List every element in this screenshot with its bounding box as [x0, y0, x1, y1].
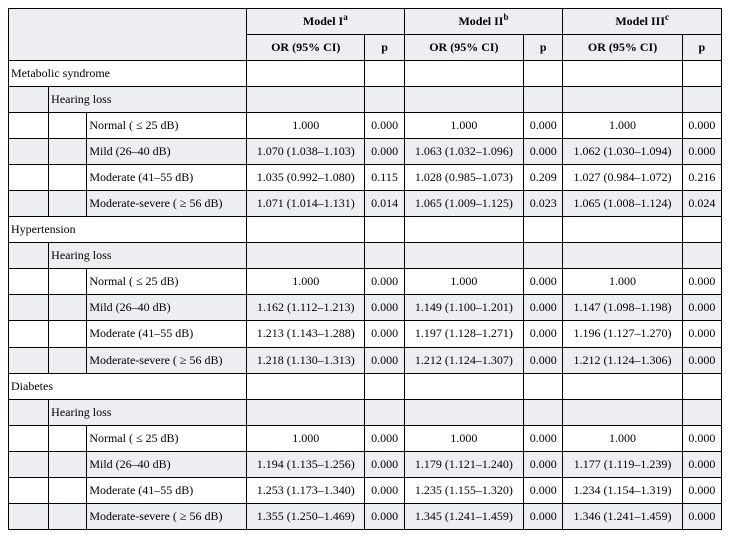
- indent-cell: [49, 347, 87, 373]
- subheading-row: [9, 243, 722, 269]
- model-2-header: Model $II^b$: [404, 9, 563, 35]
- p-value: 0.000: [524, 321, 563, 347]
- row-label: Normal ( ≤ 25 dB): [87, 113, 247, 139]
- or-value: 1.149 (1.100–1.201): [404, 295, 523, 321]
- empty-cell: [563, 243, 682, 269]
- or-value: 1.179 (1.121–1.240): [404, 451, 523, 477]
- table-row: [9, 321, 722, 347]
- or-value: 1.000: [247, 113, 365, 139]
- indent-cell: [9, 503, 49, 529]
- empty-cell: [563, 61, 682, 87]
- row-label: Normal ( ≤ 25 dB): [87, 425, 247, 451]
- empty-cell: [247, 243, 365, 269]
- row-label: Moderate (41–55 dB): [87, 477, 247, 503]
- p-value: 0.000: [682, 295, 721, 321]
- or-value: 1.345 (1.241–1.459): [404, 503, 523, 529]
- table-row: [9, 451, 722, 477]
- table-row: [9, 347, 722, 373]
- table-row: [9, 269, 722, 295]
- p-value: 0.000: [365, 269, 404, 295]
- table-row: [9, 139, 722, 165]
- table-row: [9, 477, 722, 503]
- indent-cell: [9, 87, 49, 113]
- empty-cell: [563, 373, 682, 399]
- table-row: [9, 165, 722, 191]
- or-value: 1.194 (1.135–1.256): [247, 451, 365, 477]
- empty-cell: [524, 243, 563, 269]
- indent-cell: [9, 165, 49, 191]
- or-column-header: OR (95% CI): [404, 35, 523, 61]
- subheading-label: Hearing loss: [49, 399, 247, 425]
- or-value: 1.235 (1.155–1.320): [404, 477, 523, 503]
- table-row: [9, 295, 722, 321]
- section-row: [9, 373, 722, 399]
- or-value: 1.065 (1.008–1.124): [563, 191, 682, 217]
- row-label: Moderate-severe ( ≥ 56 dB): [87, 191, 247, 217]
- or-value: 1.234 (1.154–1.319): [563, 477, 682, 503]
- indent-cell: [49, 269, 87, 295]
- indent-cell: [49, 503, 87, 529]
- empty-cell: [682, 217, 721, 243]
- p-value: 0.000: [682, 321, 721, 347]
- subheading-row: [9, 87, 722, 113]
- row-label: Mild (26–40 dB): [87, 451, 247, 477]
- or-value: 1.070 (1.038–1.103): [247, 139, 365, 165]
- indent-cell: [49, 113, 87, 139]
- p-value: 0.000: [682, 113, 721, 139]
- or-value: 1.000: [563, 113, 682, 139]
- p-value: 0.000: [682, 425, 721, 451]
- header-corner: [9, 9, 247, 61]
- indent-cell: [49, 451, 87, 477]
- model-3-header: Model III$^c$: [563, 9, 722, 35]
- or-value: 1.065 (1.009–1.125): [404, 191, 523, 217]
- or-value: 1.162 (1.112–1.213): [247, 295, 365, 321]
- or-value: 1.000: [404, 269, 523, 295]
- p-value: 0.000: [524, 113, 563, 139]
- empty-cell: [563, 399, 682, 425]
- or-value: 1.196 (1.127–1.270): [563, 321, 682, 347]
- row-label: Moderate (41–55 dB): [87, 165, 247, 191]
- empty-cell: [682, 373, 721, 399]
- indent-cell: [49, 477, 87, 503]
- or-value: 1.346 (1.241–1.459): [563, 503, 682, 529]
- p-value: 0.000: [365, 295, 404, 321]
- empty-cell: [365, 217, 404, 243]
- subheading-label: Hearing loss: [49, 87, 247, 113]
- p-value: 0.000: [524, 451, 563, 477]
- empty-cell: [524, 61, 563, 87]
- empty-cell: [365, 87, 404, 113]
- empty-cell: [247, 87, 365, 113]
- p-value: 0.014: [365, 191, 404, 217]
- p-value: 0.000: [524, 269, 563, 295]
- p-value: 0.000: [682, 477, 721, 503]
- section-title: Hypertension: [9, 217, 247, 243]
- or-value: 1.035 (0.992–1.080): [247, 165, 365, 191]
- p-value: 0.216: [682, 165, 721, 191]
- indent-cell: [9, 113, 49, 139]
- indent-cell: [9, 269, 49, 295]
- empty-cell: [247, 373, 365, 399]
- empty-cell: [682, 87, 721, 113]
- indent-cell: [49, 191, 87, 217]
- row-label: Normal ( ≤ 25 dB): [87, 269, 247, 295]
- p-column-header: p: [524, 35, 563, 61]
- empty-cell: [365, 61, 404, 87]
- p-value: 0.000: [365, 503, 404, 529]
- p-value: 0.000: [365, 321, 404, 347]
- indent-cell: [9, 451, 49, 477]
- indent-cell: [9, 243, 49, 269]
- table-row: [9, 191, 722, 217]
- p-value: 0.000: [365, 139, 404, 165]
- p-value: 0.209: [524, 165, 563, 191]
- subheading-label: Hearing loss: [49, 243, 247, 269]
- or-value: 1.355 (1.250–1.469): [247, 503, 365, 529]
- table-row: [9, 425, 722, 451]
- p-value: 0.000: [682, 347, 721, 373]
- or-value: 1.071 (1.014–1.131): [247, 191, 365, 217]
- p-value: 0.115: [365, 165, 404, 191]
- empty-cell: [247, 217, 365, 243]
- or-value: 1.062 (1.030–1.094): [563, 139, 682, 165]
- p-value: 0.000: [524, 139, 563, 165]
- section-row: [9, 217, 722, 243]
- section-title: Diabetes: [9, 373, 247, 399]
- p-value: 0.024: [682, 191, 721, 217]
- or-value: 1.253 (1.173–1.340): [247, 477, 365, 503]
- p-value: 0.000: [365, 451, 404, 477]
- or-value: 1.213 (1.143–1.288): [247, 321, 365, 347]
- empty-cell: [524, 217, 563, 243]
- p-column-header: p: [682, 35, 721, 61]
- or-value: 1.177 (1.119–1.239): [563, 451, 682, 477]
- indent-cell: [9, 139, 49, 165]
- or-value: 1.212 (1.124–1.306): [563, 347, 682, 373]
- empty-cell: [563, 217, 682, 243]
- empty-cell: [247, 61, 365, 87]
- p-value: 0.000: [365, 477, 404, 503]
- empty-cell: [404, 61, 523, 87]
- or-value: 1.027 (0.984–1.072): [563, 165, 682, 191]
- or-value: 1.147 (1.098–1.198): [563, 295, 682, 321]
- empty-cell: [404, 243, 523, 269]
- table-row: [9, 113, 722, 139]
- or-value: 1.197 (1.128–1.271): [404, 321, 523, 347]
- indent-cell: [9, 477, 49, 503]
- row-label: Mild (26–40 dB): [87, 295, 247, 321]
- empty-cell: [524, 373, 563, 399]
- or-value: 1.218 (1.130–1.313): [247, 347, 365, 373]
- p-value: 0.000: [524, 347, 563, 373]
- or-value: 1.000: [563, 269, 682, 295]
- row-label: Moderate (41–55 dB): [87, 321, 247, 347]
- table-row: [9, 503, 722, 529]
- p-value: 0.000: [365, 347, 404, 373]
- empty-cell: [247, 399, 365, 425]
- p-value: 0.000: [365, 425, 404, 451]
- or-column-header: OR (95% CI): [563, 35, 682, 61]
- section-row: [9, 61, 722, 87]
- p-value: 0.000: [682, 139, 721, 165]
- row-label: Moderate-severe ( ≥ 56 dB): [87, 347, 247, 373]
- odds-ratio-table: [8, 8, 722, 530]
- or-value: 1.000: [404, 113, 523, 139]
- empty-cell: [682, 61, 721, 87]
- or-value: 1.063 (1.032–1.096): [404, 139, 523, 165]
- empty-cell: [404, 217, 523, 243]
- indent-cell: [9, 425, 49, 451]
- p-value: 0.000: [524, 295, 563, 321]
- p-value: 0.023: [524, 191, 563, 217]
- indent-cell: [9, 347, 49, 373]
- indent-cell: [49, 165, 87, 191]
- subheading-row: [9, 399, 722, 425]
- row-label: Mild (26–40 dB): [87, 139, 247, 165]
- indent-cell: [49, 425, 87, 451]
- row-label: Moderate-severe ( ≥ 56 dB): [87, 503, 247, 529]
- empty-cell: [365, 243, 404, 269]
- indent-cell: [9, 321, 49, 347]
- empty-cell: [365, 399, 404, 425]
- p-value: 0.000: [365, 113, 404, 139]
- empty-cell: [404, 87, 523, 113]
- or-value: 1.212 (1.124–1.307): [404, 347, 523, 373]
- empty-cell: [365, 373, 404, 399]
- indent-cell: [49, 139, 87, 165]
- p-value: 0.000: [524, 503, 563, 529]
- or-column-header: OR (95% CI): [247, 35, 365, 61]
- model-1-header: Model $I^a$: [247, 9, 405, 35]
- or-value: 1.028 (0.985–1.073): [404, 165, 523, 191]
- empty-cell: [563, 87, 682, 113]
- indent-cell: [49, 321, 87, 347]
- indent-cell: [9, 191, 49, 217]
- p-column-header: p: [365, 35, 404, 61]
- or-value: 1.000: [404, 425, 523, 451]
- indent-cell: [9, 399, 49, 425]
- empty-cell: [682, 399, 721, 425]
- empty-cell: [682, 243, 721, 269]
- p-value: 0.000: [524, 425, 563, 451]
- p-value: 0.000: [524, 477, 563, 503]
- p-value: 0.000: [682, 269, 721, 295]
- or-value: 1.000: [247, 425, 365, 451]
- indent-cell: [9, 295, 49, 321]
- indent-cell: [49, 295, 87, 321]
- empty-cell: [524, 87, 563, 113]
- empty-cell: [404, 399, 523, 425]
- p-value: 0.000: [682, 503, 721, 529]
- or-value: 1.000: [563, 425, 682, 451]
- section-title: Metabolic syndrome: [9, 61, 247, 87]
- or-value: 1.000: [247, 269, 365, 295]
- empty-cell: [524, 399, 563, 425]
- p-value: 0.000: [682, 451, 721, 477]
- empty-cell: [404, 373, 523, 399]
